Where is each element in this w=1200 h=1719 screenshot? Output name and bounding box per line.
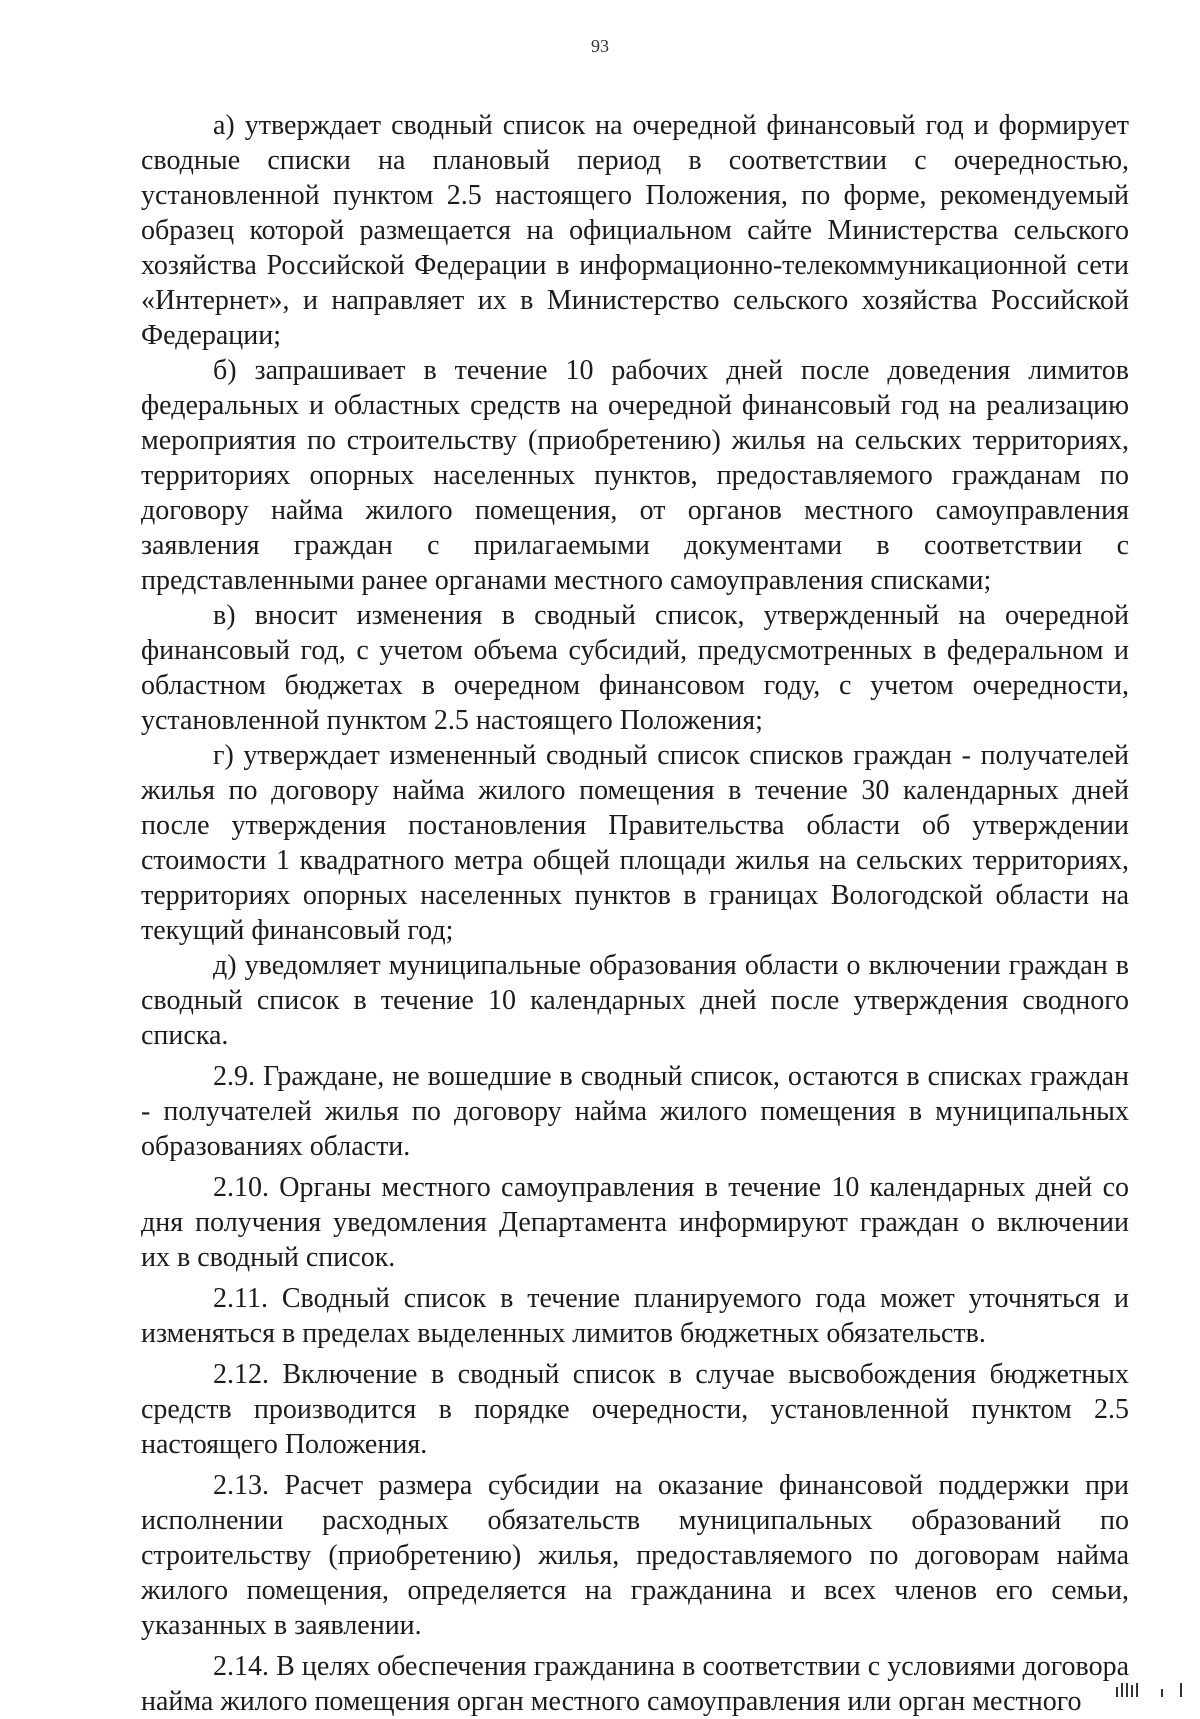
paragraph-2-9: 2.9. Граждане, не вошедшие в сводный список, остаются в списках граждан - получателей жилья по договору найма жилого помещения в муниципальных образованиях области. <box>141 1061 1129 1162</box>
page-number: 93 <box>591 36 609 56</box>
document-body <box>141 108 1129 1719</box>
paragraph-g: г) утверждает измененный сводный список списков граждан - получателей жилья по договору найма жилого помещения в течение 30 календарных дней после утверждения постановления Правительства области об утверждении стоимости 1 квадратного метра общей площади жилья на сельских территориях, территориях опорных населенных пунктов в границах Вологодской области на текущий финансовый год; <box>141 740 1129 946</box>
paragraph-2-12: 2.12. Включение в сводный список в случае высвобождения бюджетных средств производится в порядке очередности, установленной пунктом 2.5 настоящего Положения. <box>141 1359 1129 1460</box>
paragraph-2-11: 2.11. Сводный список в течение планируемого года может уточняться и изменяться в пределах выделенных лимитов бюджетных обязательств. <box>141 1283 1129 1349</box>
paragraph-a: а) утверждает сводный список на очередной финансовый год и формирует сводные списки на плановый период в соответствии с очередностью, установленной пунктом 2.5 настоящего Положения, по форме, рекомендуемый образец которой размещается на официальном сайте Министерства сельского хозяйства Российской Федерации в информационно-телекоммуникационной сети «Интернет», и направляет их в Министерство сельского хозяйства Российской Федерации; <box>141 110 1129 351</box>
paragraph-v: в) вносит изменения в сводный список, утвержденный на очередной финансовый год, с учетом объема субсидий, предусмотренных в федеральном и областном бюджетах в очередном финансовом году, с учетом очередности, установленной пунктом 2.5 настоящего Положения; <box>141 600 1129 736</box>
scan-edge-marks <box>1116 1681 1182 1697</box>
paragraph-d: д) уведомляет муниципальные образования области о включении граждан в сводный список в течение 10 календарных дней после утверждения сводного списка. <box>141 950 1129 1051</box>
paragraph-b: б) запрашивает в течение 10 рабочих дней после доведения лимитов федеральных и областных средств на очередной финансовый год на реализацию мероприятия по строительству (приобретению) жилья на сельских территориях, территориях опорных населенных пунктов, предоставляемого гражданам по договору найма жилого помещения, от органов местного самоуправления заявления граждан с прилагаемыми документами в соответствии с представленными ранее органами местного самоуправления списками; <box>141 355 1129 596</box>
paragraph-2-10: 2.10. Органы местного самоуправления в течение 10 календарных дней со дня получения уведомления Департамента информируют граждан о включении их в сводный список. <box>141 1172 1129 1273</box>
paragraph-2-14: 2.14. В целях обеспечения гражданина в соответствии с условиями договора найма жилого помещения орган местного самоуправления или орган местного <box>141 1651 1129 1717</box>
paragraph-2-13: 2.13. Расчет размера субсидии на оказание финансовой поддержки при исполнении расходных обязательств муниципальных образований по строительству (приобретению) жилья, предоставляемого по договорам найма жилого помещения, определяется на гражданина и всех членов его семьи, указанных в заявлении. <box>141 1470 1129 1641</box>
